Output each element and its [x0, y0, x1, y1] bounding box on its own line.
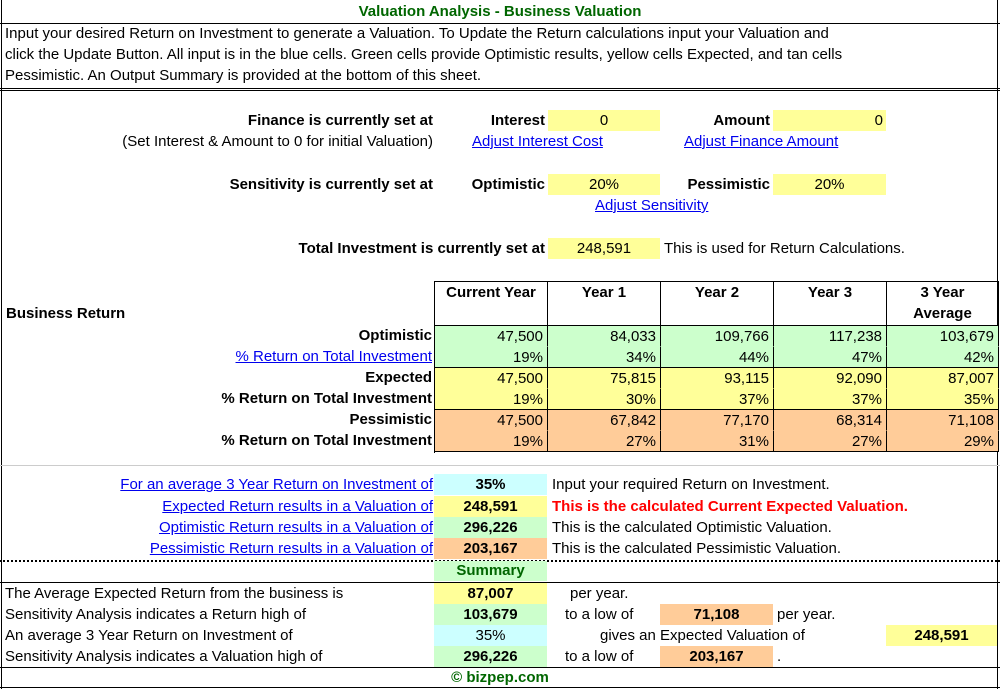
table-header-cell: Year 2 — [661, 282, 774, 326]
divider — [1, 0, 2, 689]
table-cell: 71,108 — [887, 410, 999, 431]
table-cell: 19% — [435, 431, 548, 452]
summary-line-2-mid: to a low of — [565, 606, 634, 623]
divider — [0, 465, 1000, 466]
table-cell: 35% — [887, 389, 999, 410]
summary-expected-valuation: 248,591 — [886, 625, 997, 646]
table-row-label: Pessimistic — [349, 411, 432, 428]
investment-label: Total Investment is currently set at — [298, 240, 545, 257]
summary-return-high: 103,679 — [434, 604, 547, 625]
table-cell: 103,679 — [887, 326, 999, 347]
adjust-amount-link[interactable]: Adjust Finance Amount — [684, 133, 839, 150]
table-cell: 19% — [435, 347, 548, 368]
table-cell: 87,007 — [887, 368, 999, 389]
intro-line-2: click the Update Button. All input is in the blue cells. Green cells provide Optimistic results, yellow cells Expected, and tan cells — [5, 46, 843, 63]
roi-input[interactable]: 35% — [434, 474, 547, 495]
table-cell: 34% — [548, 347, 661, 368]
table-cell: 29% — [887, 431, 999, 452]
summary-roi: 35% — [434, 625, 547, 646]
table-header-label: 3 Year — [920, 284, 965, 301]
footer-copyright: © bizpep.com — [451, 669, 549, 686]
summary-line-3: An average 3 Year Return on Investment of — [5, 627, 293, 644]
returns-table — [434, 281, 999, 453]
table-cell: 109,766 — [661, 326, 774, 347]
summary-line-2: Sensitivity Analysis indicates a Return high of — [5, 606, 306, 623]
optimistic-valuation-value: 296,226 — [434, 517, 547, 538]
expected-valuation-value: 248,591 — [434, 496, 547, 517]
expected-valuation-note: This is the calculated Current Expected Valuation. — [552, 498, 908, 515]
business-return-label: Business Return — [6, 305, 126, 322]
return-on-investment-link[interactable]: % Return on Total Investment — [235, 348, 432, 365]
summary-line-1-suffix: per year. — [570, 585, 629, 602]
table-row-label: % Return on Total Investment — [221, 390, 432, 407]
table-header-cell: Year 1 — [548, 282, 661, 326]
table-cell: 68,314 — [774, 410, 887, 431]
table-cell: 75,815 — [548, 368, 661, 389]
summary-line-4-suffix: . — [777, 648, 782, 665]
table-cell: 27% — [548, 431, 661, 452]
interest-value[interactable]: 0 — [548, 110, 660, 131]
optimistic-sensitivity-value[interactable]: 20% — [548, 174, 660, 195]
roi-link[interactable]: For an average 3 Year Return on Investment of — [120, 476, 433, 493]
table-row-label: % Return on Total Investment — [221, 432, 432, 449]
divider — [0, 88, 1000, 91]
table-header-label: Average — [913, 305, 972, 322]
summary-line-1: The Average Expected Return from the business is — [5, 585, 344, 602]
table-cell: 92,090 — [774, 368, 887, 389]
summary-expected-return: 87,007 — [434, 583, 547, 604]
table-header-cell: Year 3 — [774, 282, 887, 326]
investment-note: This is used for Return Calculations. — [664, 240, 905, 257]
table-cell: 27% — [774, 431, 887, 452]
intro-line-1: Input your desired Return on Investment to generate a Valuation. To Update the Return calculations input your Valuation and — [5, 25, 829, 42]
summary-line-4-mid: to a low of — [565, 648, 634, 665]
summary-return-low: 71,108 — [660, 604, 773, 625]
amount-value[interactable]: 0 — [773, 110, 886, 131]
table-cell: 47,500 — [435, 410, 548, 431]
table-cell: 37% — [661, 389, 774, 410]
table-header-cell: Current Year — [435, 282, 548, 326]
divider — [0, 687, 1000, 688]
adjust-interest-link[interactable]: Adjust Interest Cost — [472, 133, 603, 150]
investment-value[interactable]: 248,591 — [548, 238, 660, 259]
optimistic-valuation-note: This is the calculated Optimistic Valuation. — [552, 519, 832, 536]
table-cell: 37% — [774, 389, 887, 410]
pessimistic-label: Pessimistic — [687, 176, 770, 193]
table-cell: 47,500 — [435, 326, 548, 347]
finance-label: Finance is currently set at — [247, 112, 433, 129]
sensitivity-label: Sensitivity is currently set at — [229, 176, 433, 193]
table-cell: 67,842 — [548, 410, 661, 431]
adjust-sensitivity-link[interactable]: Adjust Sensitivity — [595, 197, 709, 214]
expected-valuation-link[interactable]: Expected Return results in a Valuation of — [162, 498, 433, 515]
pessimistic-valuation-value: 203,167 — [434, 538, 547, 559]
page-title: Valuation Analysis - Business Valuation — [358, 3, 642, 20]
optimistic-valuation-link[interactable]: Optimistic Return results in a Valuation of — [158, 519, 433, 536]
summary-valuation-high: 296,226 — [434, 646, 547, 667]
table-header-cell — [887, 282, 999, 326]
pessimistic-sensitivity-value[interactable]: 20% — [773, 174, 886, 195]
finance-note: (Set Interest & Amount to 0 for initial Valuation) — [122, 133, 433, 150]
table-cell: 42% — [887, 347, 999, 368]
summary-line-3-mid: gives an Expected Valuation of — [600, 627, 805, 644]
table-row-label: Expected — [365, 369, 432, 386]
table-cell: 84,033 — [548, 326, 661, 347]
table-cell: 31% — [661, 431, 774, 452]
table-cell: 93,115 — [661, 368, 774, 389]
table-row-label: Optimistic — [358, 327, 432, 344]
summary-line-2-suffix: per year. — [777, 606, 836, 623]
interest-label: Interest — [490, 112, 545, 129]
summary-title: Summary — [434, 561, 547, 581]
table-cell: 30% — [548, 389, 661, 410]
table-cell: 117,238 — [774, 326, 887, 347]
table-cell: 47,500 — [435, 368, 548, 389]
roi-note: Input your required Return on Investment. — [552, 476, 830, 493]
pessimistic-valuation-link[interactable]: Pessimistic Return results in a Valuation of — [149, 540, 433, 557]
table-cell: 19% — [435, 389, 548, 410]
pessimistic-valuation-note: This is the calculated Pessimistic Valuation. — [552, 540, 842, 557]
table-cell: 44% — [661, 347, 774, 368]
table-cell: 77,170 — [661, 410, 774, 431]
optimistic-label: Optimistic — [471, 176, 545, 193]
summary-valuation-low: 203,167 — [660, 646, 773, 667]
amount-label: Amount — [713, 112, 770, 129]
table-cell: 47% — [774, 347, 887, 368]
intro-line-3: Pessimistic. An Output Summary is provided at the bottom of this sheet. — [5, 67, 482, 84]
summary-line-4: Sensitivity Analysis indicates a Valuation high of — [5, 648, 323, 665]
